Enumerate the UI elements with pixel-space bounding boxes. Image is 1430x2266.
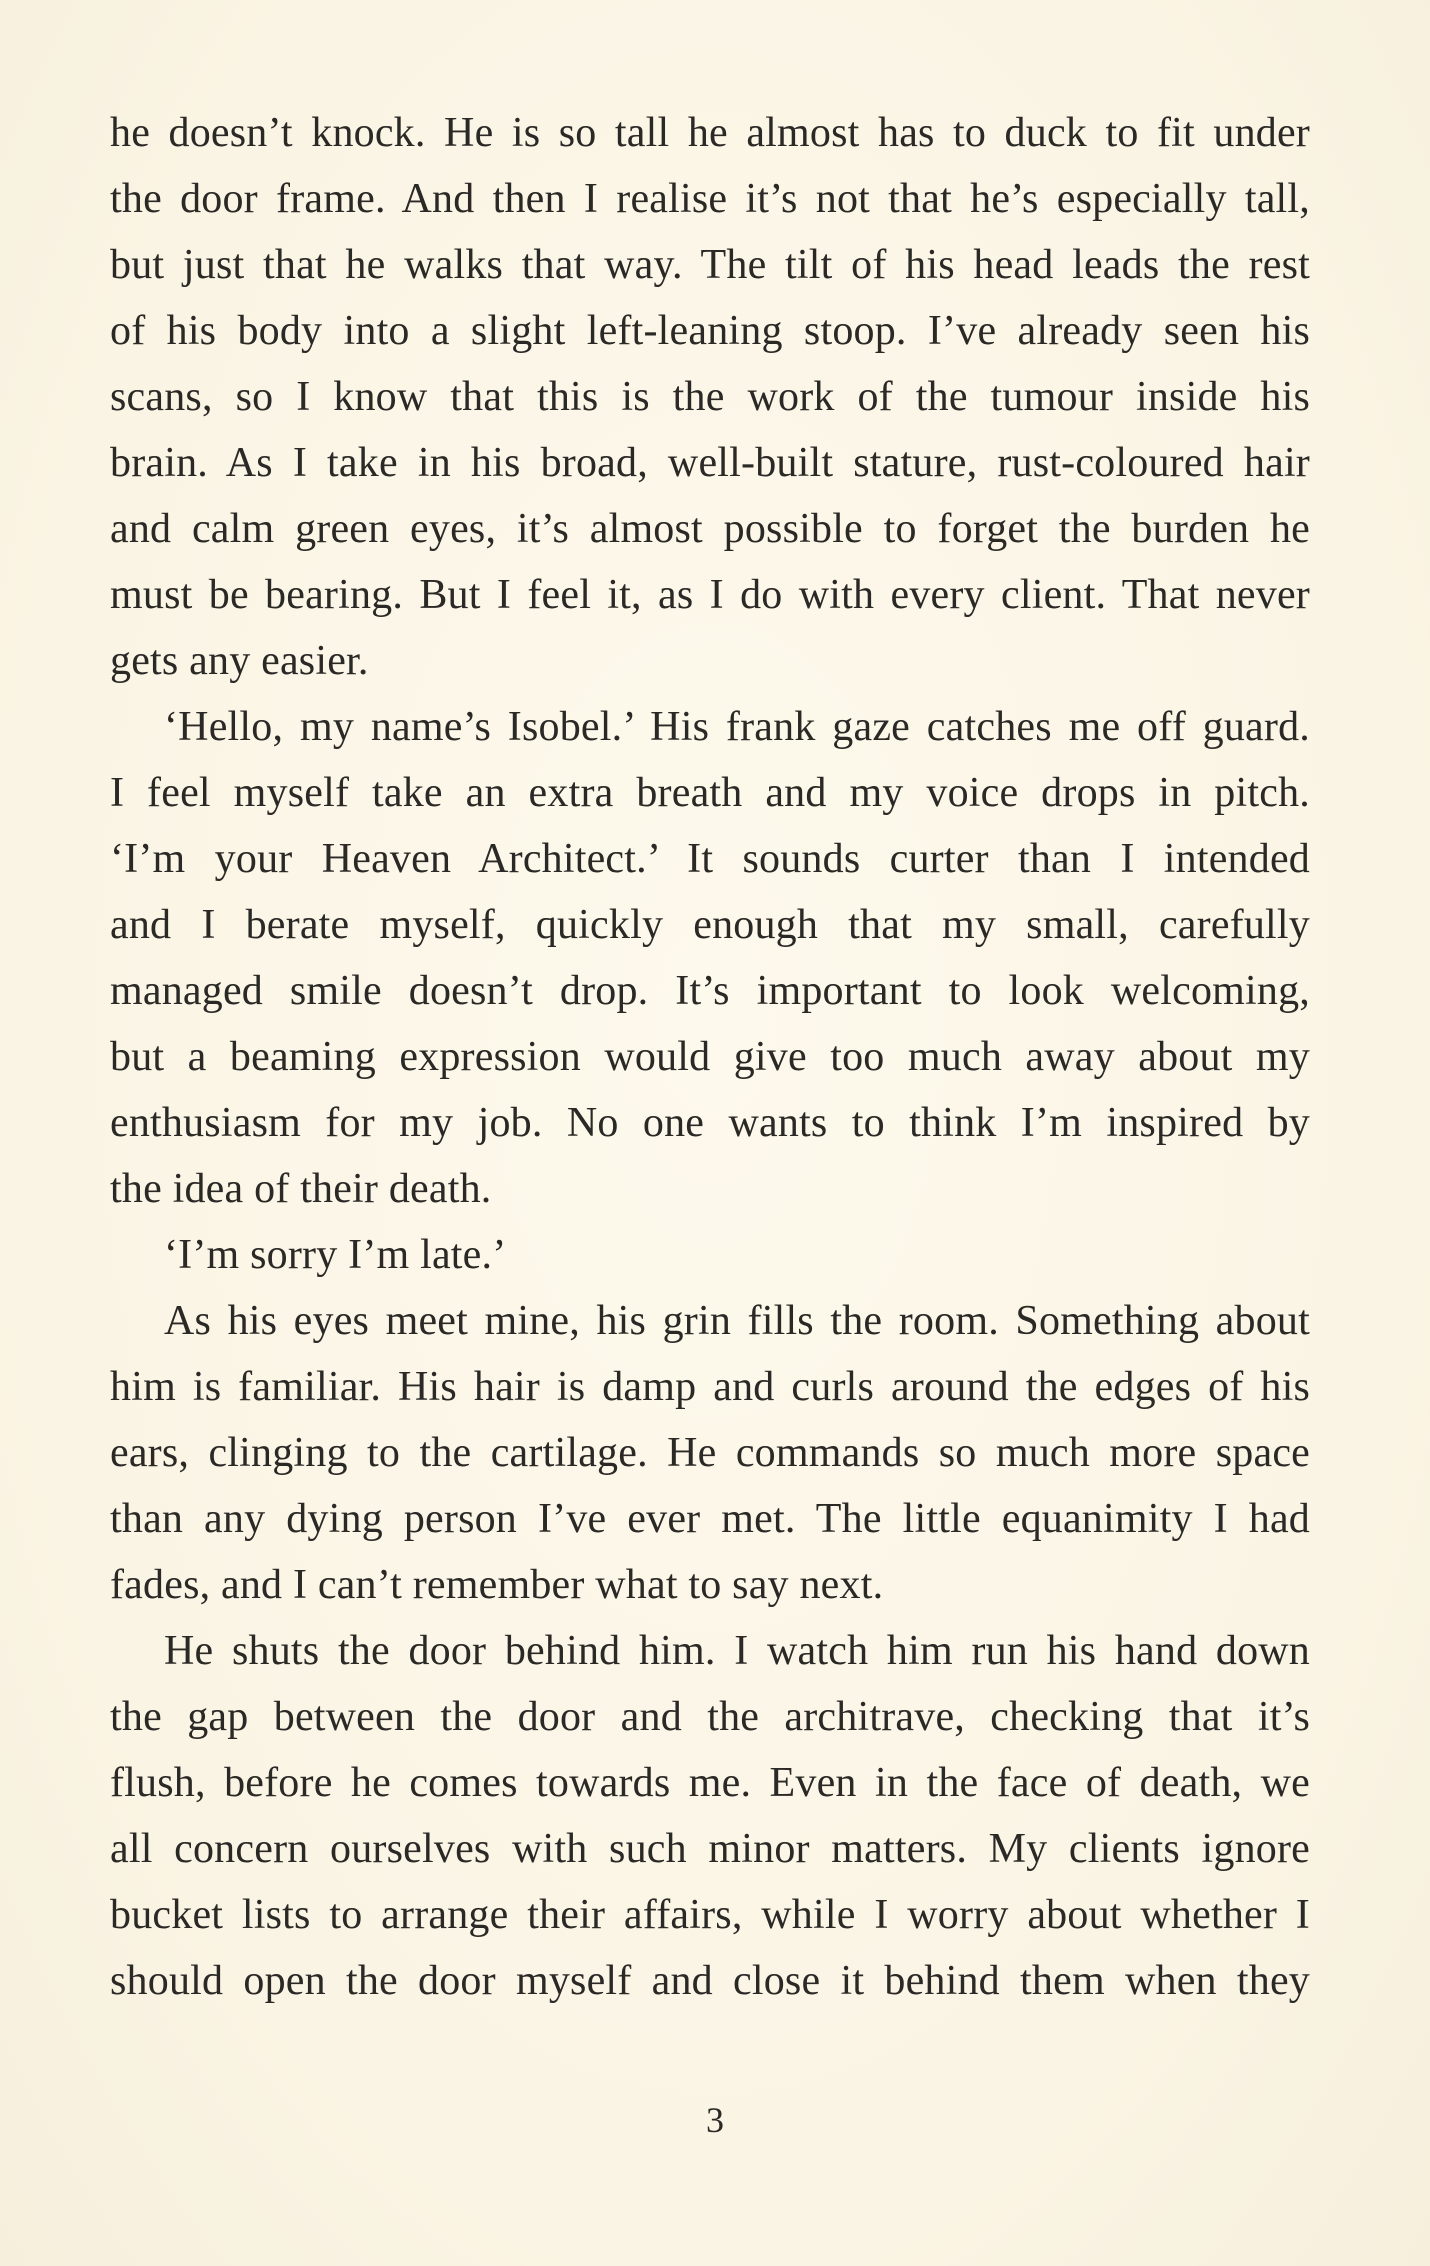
text-line: scans, so I know that this is the work of the tumour inside his — [110, 374, 1310, 420]
text-line: flush, before he comes towards me. Even in the face of death, we — [110, 1760, 1310, 1806]
text-line: managed smile doesn’t drop. It’s important to look welcoming, — [110, 968, 1310, 1014]
text-line: the gap between the door and the architrave, checking that it’s — [110, 1694, 1310, 1740]
text-line: the door frame. And then I realise it’s not that he’s especially tall, — [110, 176, 1310, 222]
text-line: and calm green eyes, it’s almost possible to forget the burden he — [110, 506, 1310, 552]
text-line: ‘Hello, my name’s Isobel.’ His frank gaze catches me off guard. — [164, 704, 1310, 750]
text-line: he doesn’t knock. He is so tall he almost has to duck to fit under — [110, 110, 1310, 156]
text-line: gets any easier. — [110, 638, 369, 684]
text-line: should open the door myself and close it behind them when they — [110, 1958, 1310, 2004]
text-line: must be bearing. But I feel it, as I do with every client. That never — [110, 572, 1310, 618]
text-line: bucket lists to arrange their affairs, while I worry about whether I — [110, 1892, 1310, 1938]
text-line: I feel myself take an extra breath and my voice drops in pitch. — [110, 770, 1310, 816]
text-line: but a beaming expression would give too much away about my — [110, 1034, 1310, 1080]
text-line: of his body into a slight left-leaning stoop. I’ve already seen his — [110, 308, 1310, 354]
text-line: enthusiasm for my job. No one wants to think I’m inspired by — [110, 1100, 1310, 1146]
text-line: all concern ourselves with such minor matters. My clients ignore — [110, 1826, 1310, 1872]
text-line: but just that he walks that way. The tilt of his head leads the rest — [110, 242, 1310, 288]
text-line: ears, clinging to the cartilage. He commands so much more space — [110, 1430, 1310, 1476]
text-line: and I berate myself, quickly enough that my small, carefully — [110, 902, 1310, 948]
text-line: ‘I’m your Heaven Architect.’ It sounds curter than I intended — [110, 836, 1310, 882]
text-line: brain. As I take in his broad, well-built stature, rust-coloured hair — [110, 440, 1310, 486]
text-line: him is familiar. His hair is damp and curls around the edges of his — [110, 1364, 1310, 1410]
text-line: ‘I’m sorry I’m late.’ — [164, 1232, 507, 1278]
page-number: 3 — [706, 2100, 724, 2140]
text-line: the idea of their death. — [110, 1166, 492, 1212]
text-line: He shuts the door behind him. I watch him run his hand down — [164, 1628, 1310, 1674]
text-line: fades, and I can’t remember what to say next. — [110, 1562, 884, 1608]
text-line: than any dying person I’ve ever met. The little equanimity I had — [110, 1496, 1310, 1542]
text-line: As his eyes meet mine, his grin fills the room. Something about — [164, 1298, 1310, 1344]
